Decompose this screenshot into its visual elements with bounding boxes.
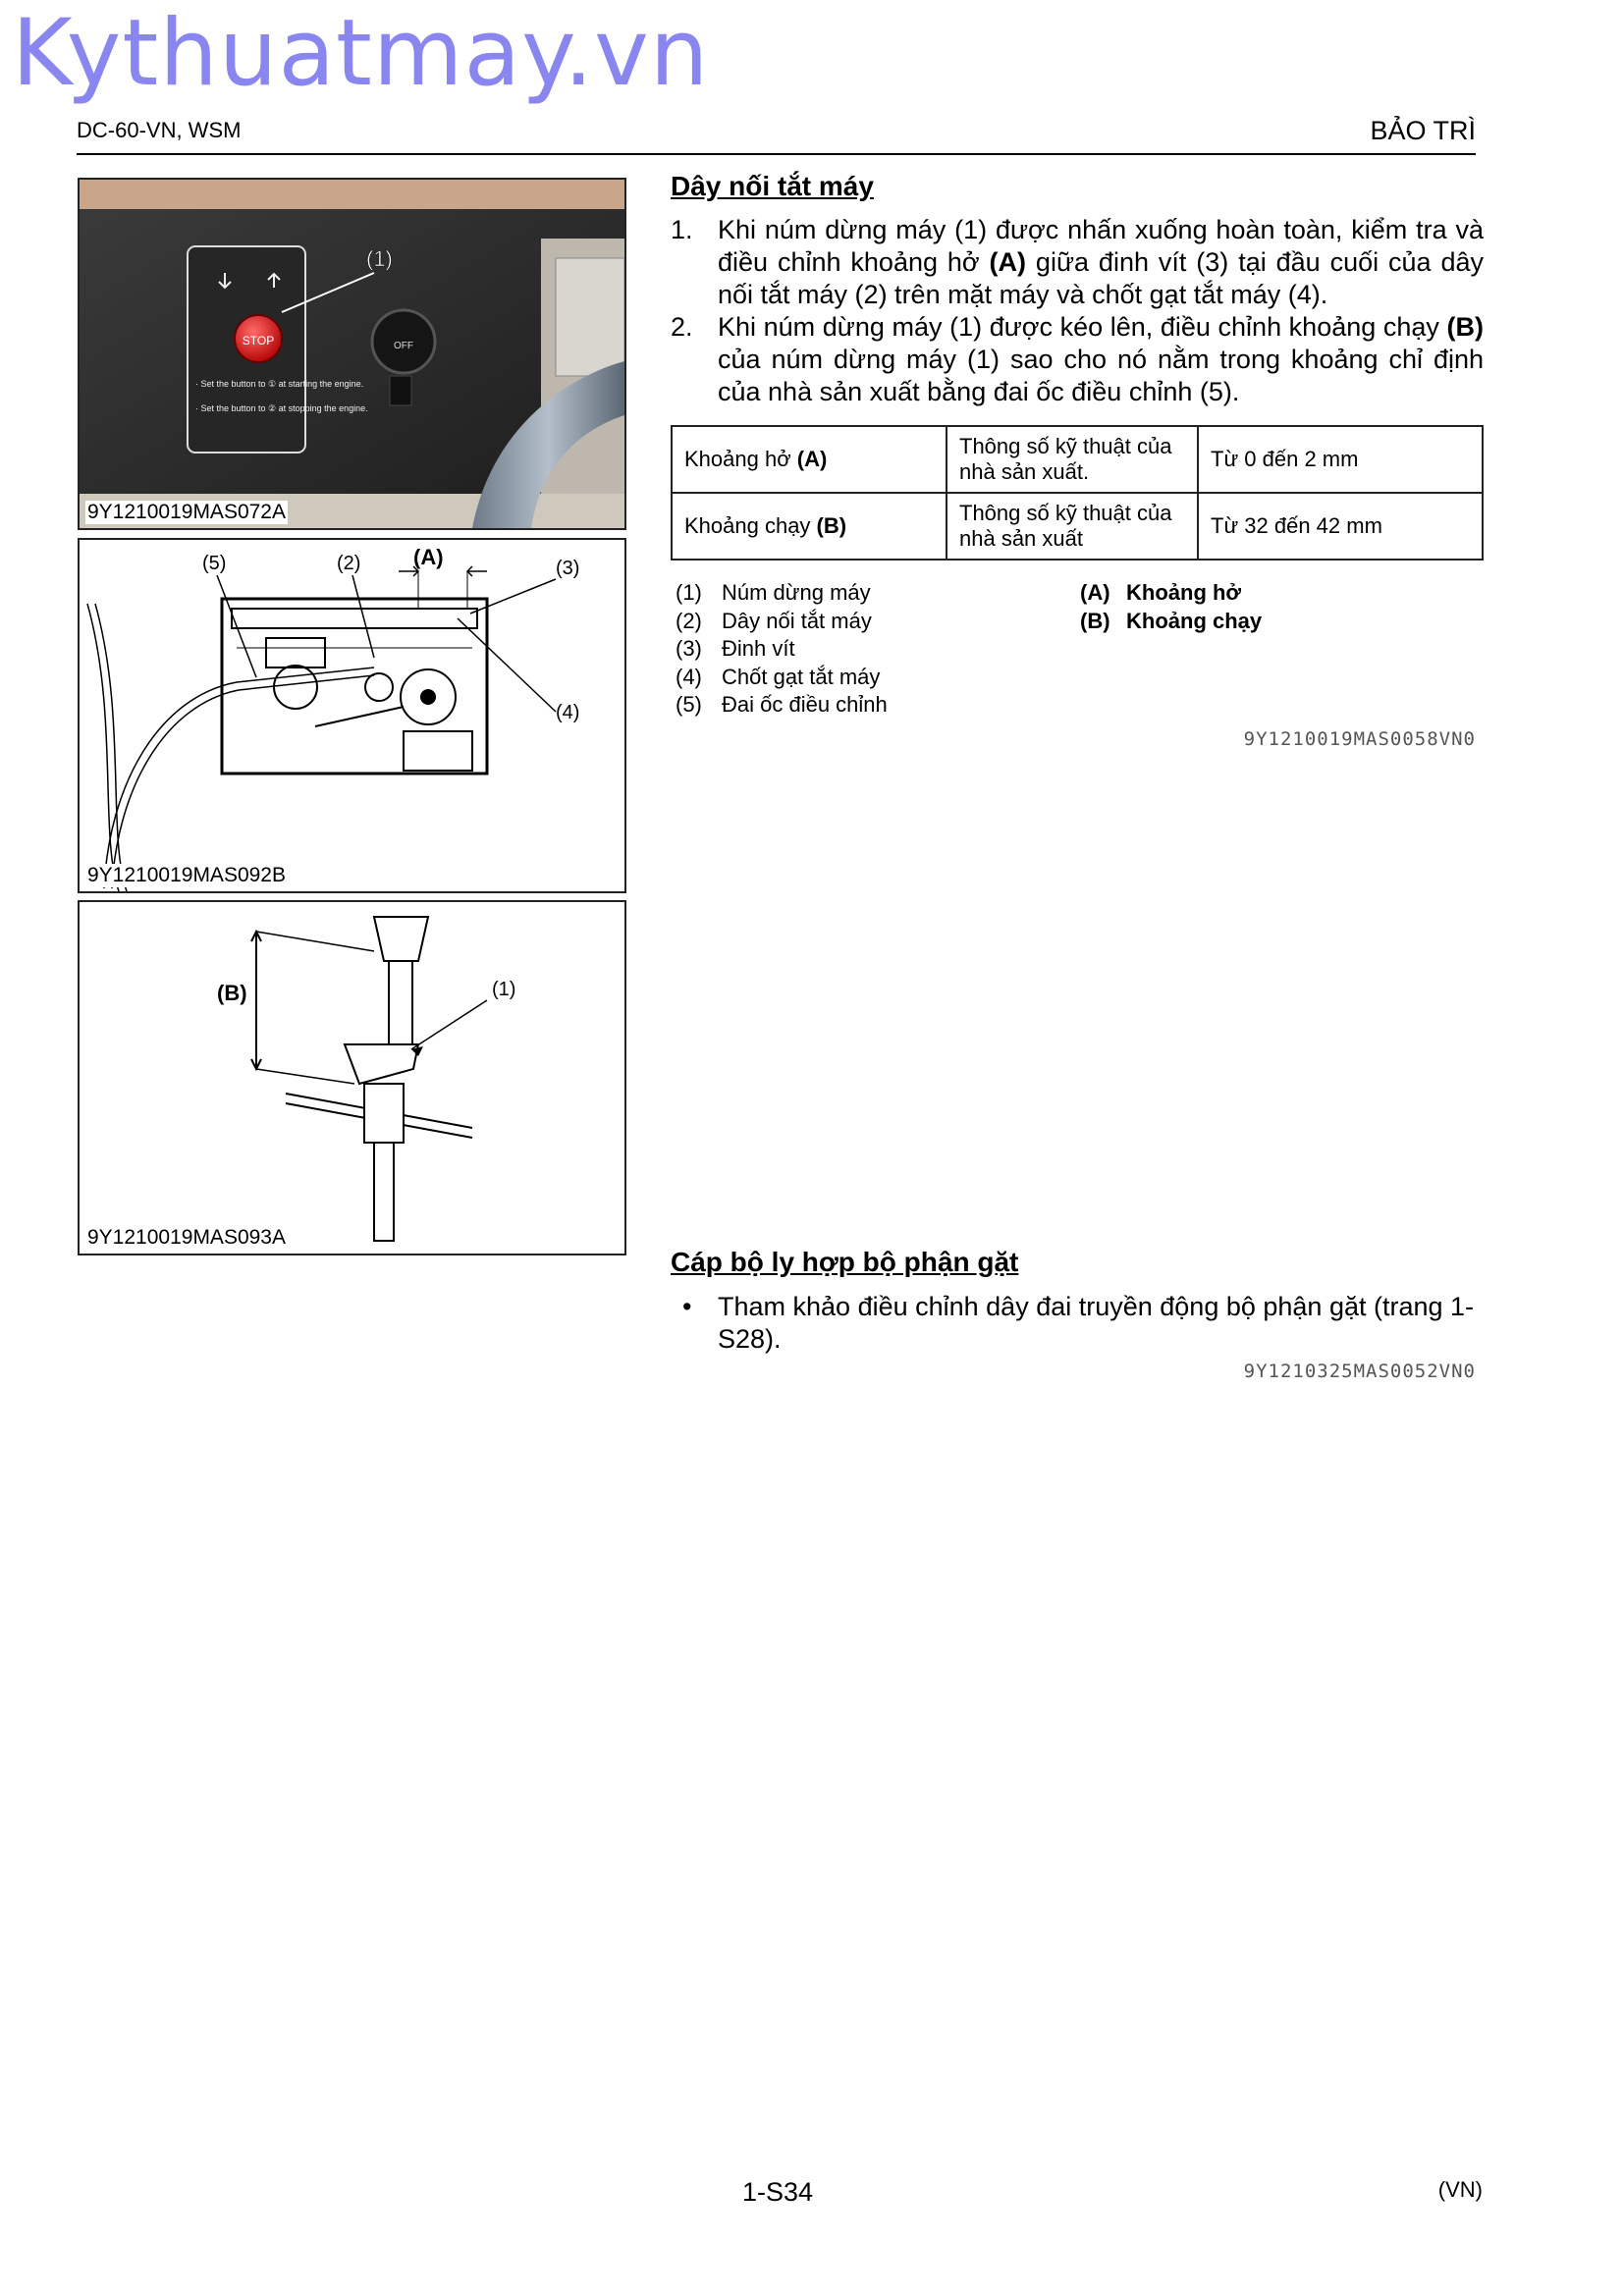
bullet-text: Tham khảo điều chỉnh dây đai truyền động bộ phận gặt (trang 1-S28). [718, 1292, 1475, 1354]
label-2: (2) [337, 553, 361, 574]
spec-source: Thông số kỹ thuật của nhà sản xuất [947, 493, 1198, 560]
watermark: Kythuatmay.vn [12, 0, 710, 107]
legend-item: (B) Khoảng chạy [1080, 608, 1263, 633]
label-B: (B) [217, 981, 247, 1005]
stop-label: STOP [242, 334, 275, 347]
legend-parts [676, 579, 888, 720]
label-5: (5) [202, 553, 227, 574]
legend-item: (4) Chốt gạt tắt máy [676, 664, 881, 689]
reference-code: 9Y1210325MAS0052VN0 [1243, 1361, 1476, 1382]
section-header: BẢO TRÌ [1370, 116, 1476, 145]
figure-caption: 9Y1210019MAS092B [87, 864, 286, 886]
procedure-step [671, 214, 1484, 311]
page-number: 1-S34 [742, 2177, 814, 2207]
table-row [672, 493, 1483, 560]
step-text: Khi núm dừng máy (1) được kéo lên, điều chỉnh khoảng chạy (B) của núm dừng máy (1) sao cho nó nằm trong khoảng chỉ định của nhà sản xuất bằng đai ốc điều chỉnh (5). [718, 312, 1484, 406]
spec-label: Khoảng hở (A) [672, 426, 947, 493]
section-title-engine-stop-cable: Dây nối tắt máy [671, 171, 874, 201]
panel-text-2: · Set the button to ② at stopping the engine. [195, 403, 368, 413]
legend-item: (A) Khoảng hở [1080, 580, 1242, 605]
reference-code: 9Y1210019MAS0058VN0 [1243, 728, 1476, 750]
procedure-step [671, 311, 1484, 408]
panel-text-1: · Set the button to ① at starting the engine. [195, 379, 364, 389]
legend-item: (5) Đai ốc điều chỉnh [676, 692, 888, 717]
label-4: (4) [556, 702, 580, 723]
doc-code: DC-60-VN, WSM [77, 118, 242, 142]
knob-label: OFF [394, 341, 413, 351]
step-number: 2. [671, 312, 693, 342]
procedure-steps [671, 214, 1484, 408]
legend-item: (1) Núm dừng máy [676, 580, 871, 605]
gap-diagram-illustration [80, 540, 624, 891]
header-rule [77, 153, 1476, 155]
spec-value: Từ 32 đến 42 mm [1198, 493, 1483, 560]
label-A: (A) [413, 545, 444, 569]
language-code: (VN) [1437, 2177, 1483, 2202]
step-number: 1. [671, 215, 693, 244]
legend-item: (2) Dây nối tắt máy [676, 608, 872, 633]
bullet-dot: • [682, 1292, 692, 1321]
section-title-reaper-clutch-cable: Cáp bộ ly hợp bộ phận gặt [671, 1247, 1019, 1277]
label-1: (1) [492, 979, 516, 1000]
legend-item: (3) Đinh vít [676, 636, 795, 661]
spec-source: Thông số kỹ thuật của nhà sản xuất. [947, 426, 1198, 493]
spec-table [671, 425, 1484, 561]
spec-label: Khoảng chạy (B) [672, 493, 947, 560]
spec-value: Từ 0 đến 2 mm [1198, 426, 1483, 493]
stroke-diagram [78, 900, 626, 1255]
stroke-diagram-illustration [80, 902, 624, 1254]
gap-diagram [78, 538, 626, 893]
step-text: Khi núm dừng máy (1) được nhấn xuống hoàn toàn, kiểm tra và điều chỉnh khoảng hở (A) giữa đinh vít (3) tại đầu cuối của dây nối tắt máy (2) trên mặt máy và chốt gạt tắt máy (4). [718, 215, 1484, 309]
stop-panel-photo [78, 178, 626, 530]
legend-dimensions [1080, 579, 1262, 635]
photo-callout-1: (1) [366, 246, 393, 271]
stop-panel-illustration [80, 180, 624, 528]
figure-caption: 9Y1210019MAS093A [87, 1226, 286, 1249]
figure-caption: 9Y1210019MAS072A [87, 501, 286, 523]
bullet-item [671, 1291, 1484, 1356]
table-row [672, 426, 1483, 493]
label-3: (3) [556, 558, 580, 579]
